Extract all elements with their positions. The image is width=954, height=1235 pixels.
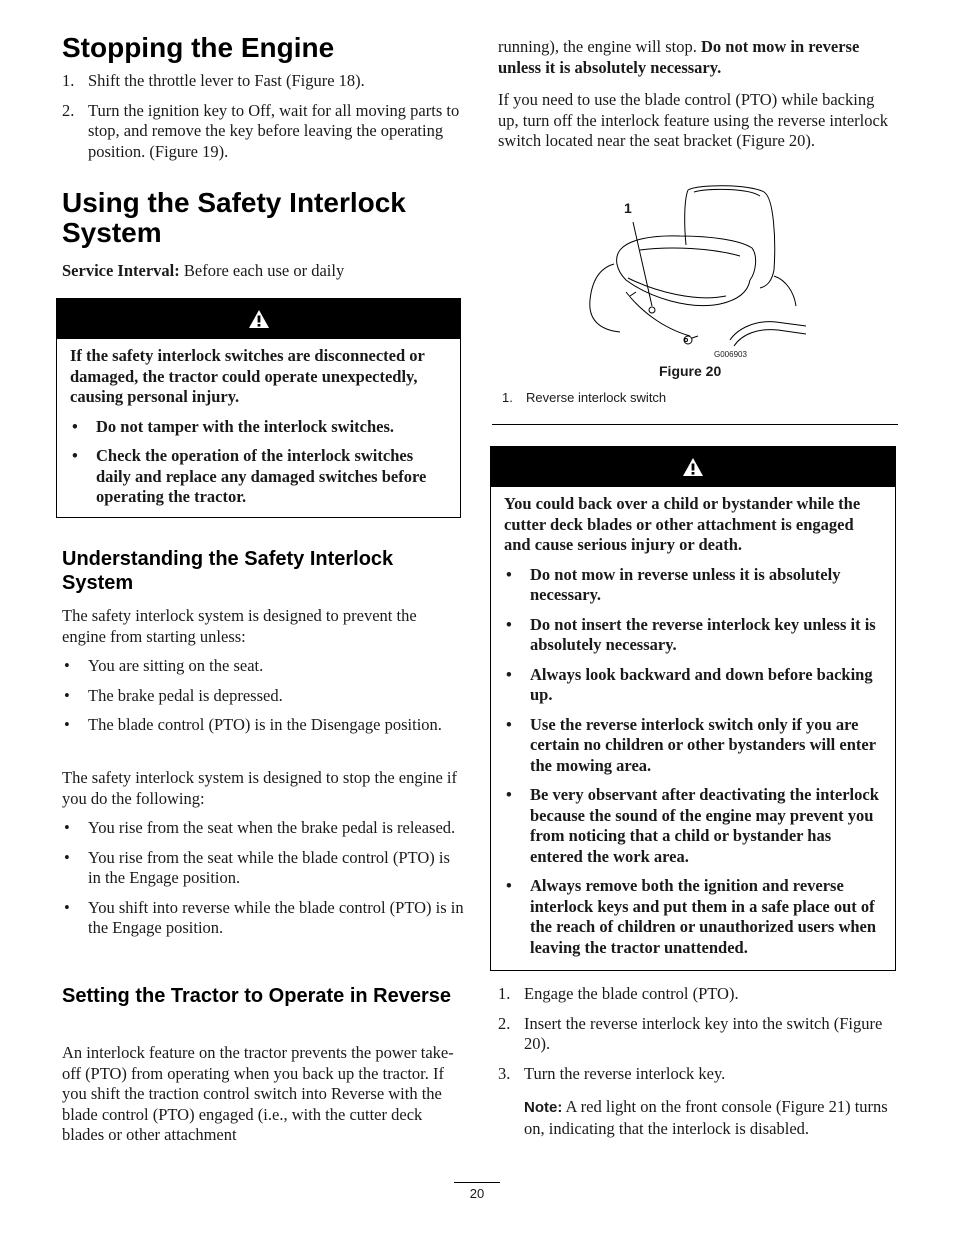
warning-text: If the safety interlock switches are disconnected or damaged, the tractor could operate unexpectedly, causing personal injury.: [70, 346, 425, 406]
continued-text: running), the engine will stop. Do not mow in reverse unless it is absolutely necessary.: [498, 37, 860, 77]
list-item: • Always remove both the ignition and reverse interlock keys and put them in a safe place out of the reach of children or unauthorized users when leaving the tractor unattended.: [506, 876, 877, 957]
reverse-text: An interlock feature on the tractor prevents the power take-off (PTO) from operating when you back up the tractor. If you shift the traction control switch into Reverse with the blade control (PTO) engaged (i.e., with the cutter deck blades or other attachment: [62, 1043, 454, 1144]
note: Note: A red light on the front console (Figure 21) turns on, indicating that the interlock is disabled.: [524, 1097, 888, 1138]
safety-interlock-heading: Using the Safety Interlock System: [62, 187, 406, 248]
stopping-engine-heading: Stopping the Engine: [62, 32, 335, 63]
list-item: 2. Turn the ignition key to Off, wait for all moving parts to stop, and remove the key before leaving the operating position. (Figure 19).: [62, 100, 460, 161]
figure-20: [580, 180, 810, 365]
figure-caption: Figure 20: [659, 363, 722, 379]
warning-bullets: [504, 565, 882, 959]
stopping-steps-list: [62, 71, 464, 162]
page-number: 20: [469, 1186, 485, 1201]
warning-body: [491, 494, 895, 958]
warning-box-interlock: [56, 298, 461, 518]
list-item: 3. Turn the reverse interlock key.: [498, 1063, 726, 1083]
warning-box-reverse: [490, 446, 896, 971]
list-item: • You rise from the seat when the brake pedal is released.: [64, 818, 456, 837]
list-item: • Always look backward and down before backing up.: [506, 664, 873, 704]
list-item: • You rise from the seat while the blade control (PTO) is in the Engage position.: [64, 847, 450, 887]
warning-text: You could back over a child or bystander while the cutter deck blades or other attachment is engaged and cause serious injury or death.: [504, 494, 861, 554]
service-interval: Service Interval: Before each use or daily: [62, 261, 345, 280]
pto-text: If you need to use the blade control (PTO) while backing up, turn off the interlock feature using the reverse interlock switch located near the seat bracket (Figure 20).: [498, 90, 889, 150]
warning-bullets: [70, 417, 447, 508]
reverse-steps-list: [498, 984, 898, 1084]
divider: [492, 424, 898, 425]
reverse-heading: Setting the Tractor to Operate in Reverse: [62, 985, 451, 1007]
figure-code: G006903: [714, 350, 747, 359]
list-item: • The blade control (PTO) is in the Disengage position.: [64, 715, 442, 734]
stop-conditions-list: [62, 818, 464, 939]
list-item: • Do not mow in reverse unless it is absolutely necessary.: [506, 564, 841, 604]
warning-triangle-icon: [248, 309, 270, 329]
warning-header: [57, 299, 460, 339]
understanding-intro: The safety interlock system is designed to prevent the engine from starting unless:: [62, 606, 417, 646]
list-item: • Do not tamper with the interlock switches.: [72, 416, 395, 436]
understanding-heading: Understanding the Safety Interlock System: [62, 548, 394, 594]
seat-illustration: [580, 180, 810, 365]
list-item: 1. Engage the blade control (PTO).: [498, 984, 739, 1003]
list-item: 1. Shift the throttle lever to Fast (Figure 18).: [62, 71, 365, 90]
list-item: 2. Insert the reverse interlock key into the switch (Figure 20).: [498, 1013, 883, 1053]
warning-triangle-icon: [682, 457, 704, 477]
list-item: • The brake pedal is depressed.: [64, 685, 283, 705]
figure-legend: 1. Reverse interlock switch: [502, 390, 667, 405]
list-item: • Do not insert the reverse interlock key unless it is absolutely necessary.: [506, 614, 876, 654]
warning-header: [491, 447, 895, 487]
list-item: • Check the operation of the interlock switches daily and replace any damaged switches before operating the tractor.: [72, 446, 427, 506]
list-item: • Be very observant after deactivating the interlock because the sound of the engine may prevent you from noticing that a child or bystander has entered the work area.: [506, 785, 879, 866]
footer-rule: [454, 1182, 500, 1183]
stop-intro: The safety interlock system is designed to stop the engine if you do the following:: [62, 768, 457, 808]
list-item: • You shift into reverse while the blade control (PTO) is in the Engage position.: [64, 897, 464, 937]
callout-1: 1: [624, 200, 632, 216]
warning-body: [57, 346, 460, 508]
list-item: • Use the reverse interlock switch only if you are certain no children or other bystanders will enter the mowing area.: [506, 714, 876, 775]
start-conditions-list: [62, 656, 464, 736]
list-item: • You are sitting on the seat.: [64, 656, 264, 675]
